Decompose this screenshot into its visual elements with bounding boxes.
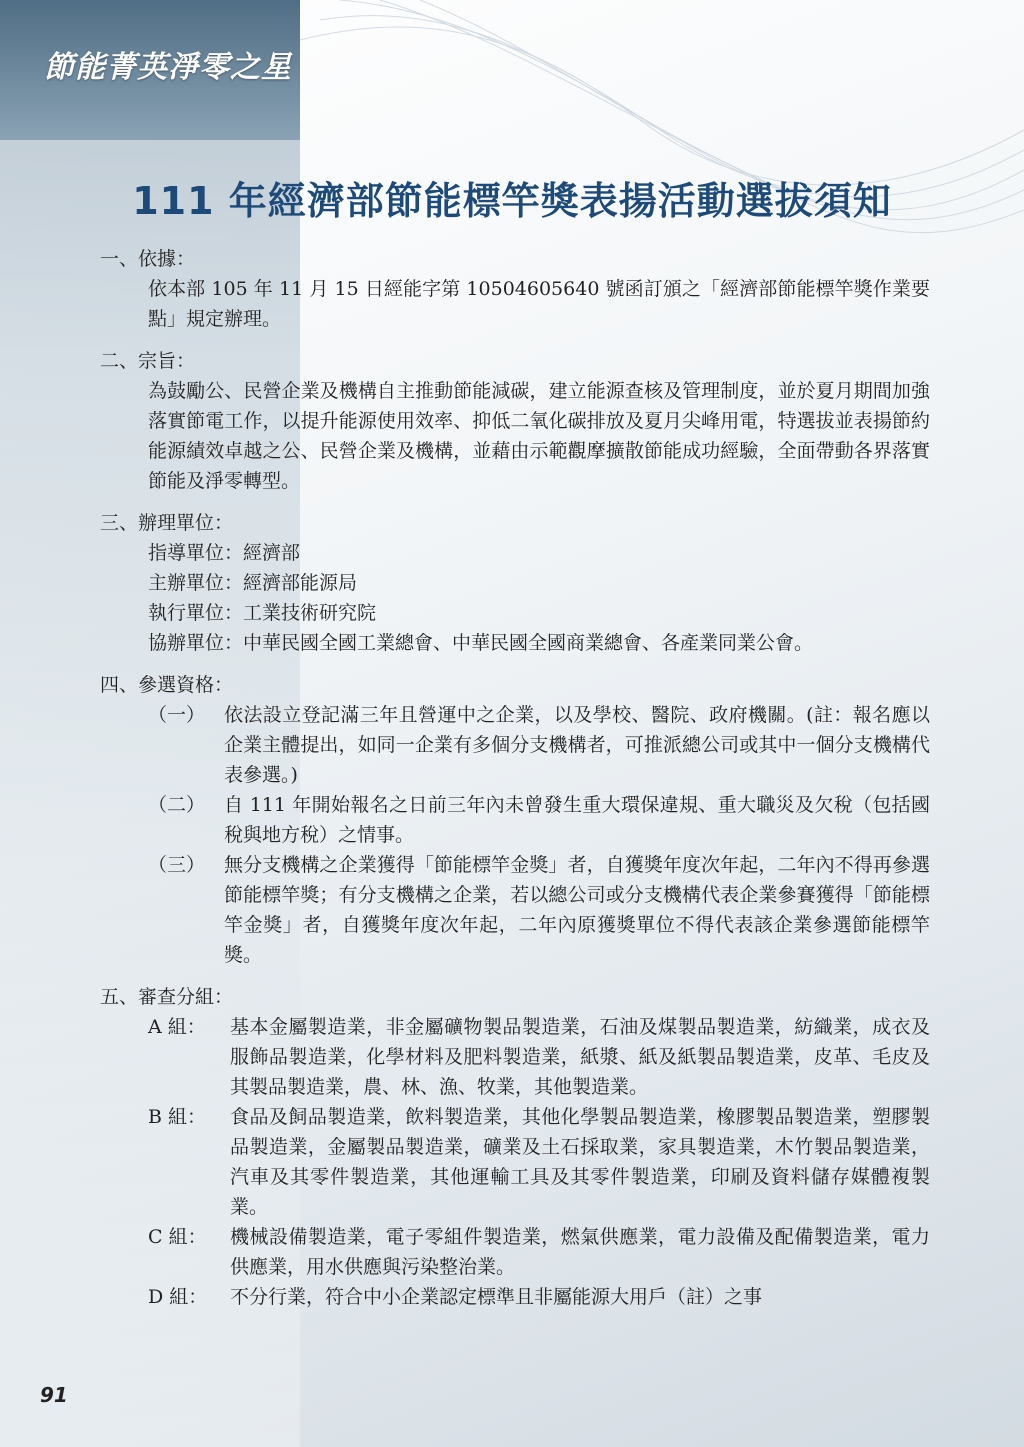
organizer-name: 經濟部能源局 — [243, 572, 358, 594]
section-heading: 五、審查分組： — [100, 986, 234, 1008]
item-text: 無分支機構之企業獲得「節能標竿金獎」者，自獲獎年度次年起，二年內不得再參選節能標竿獎；有分支機構之企業，若以總公司或分支機構代表企業參賽獲得「節能標竿金獎」者，自獲獎年度次年起，二年內原獲獎單位不得代表該企業參選節能標竿獎。 — [224, 854, 930, 966]
review-group — [148, 1222, 930, 1282]
organizer-role: 主辦單位： — [148, 572, 244, 594]
review-group — [148, 1102, 930, 1222]
group-industries: 基本金屬製造業，非金屬礦物製品製造業，石油及煤製品製造業，紡織業，成衣及服飾品製造業，化學材料及肥料製造業，紙漿、紙及紙製品製造業，皮革、毛皮及其製品製造業，農、林、漁、牧業，其他製造業。 — [230, 1016, 930, 1098]
section-heading: 三、辦理單位： — [100, 512, 234, 534]
section-heading: 二、宗旨： — [100, 350, 196, 372]
organizer-name: 中華民國全國工業總會、中華民國全國商業總會、各產業同業公會。 — [243, 632, 814, 654]
eligibility-item — [148, 700, 930, 790]
eligibility-item — [148, 790, 930, 850]
section-paragraph: 依本部 105 年 11 月 15 日經能字第 10504605640 號函訂頒之「經濟部節能標竿獎作業要點」規定辦理。 — [148, 278, 930, 330]
item-text: 自 111 年開始報名之日前三年內未曾發生重大環保違規、重大職災及欠稅（包括國稅與地方稅）之情事。 — [224, 794, 930, 846]
group-industries: 機械設備製造業，電子零組件製造業，燃氣供應業，電力設備及配備製造業，電力供應業，用水供應與污染整治業。 — [230, 1226, 930, 1278]
review-group — [148, 1012, 930, 1102]
organizer-row — [148, 538, 930, 568]
page-number: 91 — [40, 1383, 68, 1407]
organizer-role: 協辦單位： — [148, 632, 244, 654]
organizer-row — [148, 598, 930, 628]
organizer-row — [148, 628, 930, 658]
group-label: C 組： — [148, 1226, 207, 1248]
section-heading: 四、參選資格： — [100, 674, 234, 696]
item-number: （三） — [148, 854, 206, 876]
group-label: A 組： — [148, 1016, 206, 1038]
section-paragraph: 為鼓勵公、民營企業及機構自主推動節能減碳，建立能源查核及管理制度，並於夏月期間加強落實節電工作，以提升能源使用效率、抑低二氧化碳排放及夏月尖峰用電，特選拔並表揚節約能源績效卓越之公、民營企業及機構，並藉由示範觀摩擴散節能成功經驗，全面帶動各界落實節能及淨零轉型。 — [148, 380, 930, 492]
section-heading: 一、依據： — [100, 248, 196, 270]
group-label: D 組： — [148, 1286, 208, 1308]
group-label: B 組： — [148, 1106, 207, 1128]
organizer-name: 經濟部 — [243, 542, 301, 564]
section-organizers — [100, 508, 930, 658]
organizer-role: 指導單位： — [148, 542, 244, 564]
section-purpose — [100, 346, 930, 496]
group-industries: 食品及飼品製造業，飲料製造業，其他化學製品製造業，橡膠製品製造業，塑膠製品製造業，金屬製品製造業，礦業及土石採取業，家具製造業，木竹製品製造業，汽車及其零件製造業，其他運輸工具及其零件製造業，印刷及資料儲存媒體複製業。 — [230, 1106, 930, 1218]
eligibility-item — [148, 850, 930, 970]
page-title: 111 年經濟部節能標竿獎表揚活動選拔須知 — [132, 179, 892, 223]
item-number: （二） — [148, 794, 206, 816]
organizer-role: 執行單位： — [148, 602, 244, 624]
document-body — [100, 244, 930, 1324]
logo-text: 節能菁英淨零之星 — [44, 50, 292, 85]
section-eligibility — [100, 670, 930, 970]
section-review-groups — [100, 982, 930, 1312]
review-group — [148, 1282, 930, 1312]
organizer-name: 工業技術研究院 — [243, 602, 377, 624]
section-basis — [100, 244, 930, 334]
group-industries: 不分行業，符合中小企業認定標準且非屬能源大用戶（註）之事 — [230, 1286, 763, 1308]
item-number: （一） — [148, 704, 206, 726]
organizer-row — [148, 568, 930, 598]
item-text: 依法設立登記滿三年且營運中之企業，以及學校、醫院、政府機關。(註：報名應以企業主體提出，如同一企業有多個分支機構者，可推派總公司或其中一個分支機構代表參選。) — [224, 704, 930, 786]
